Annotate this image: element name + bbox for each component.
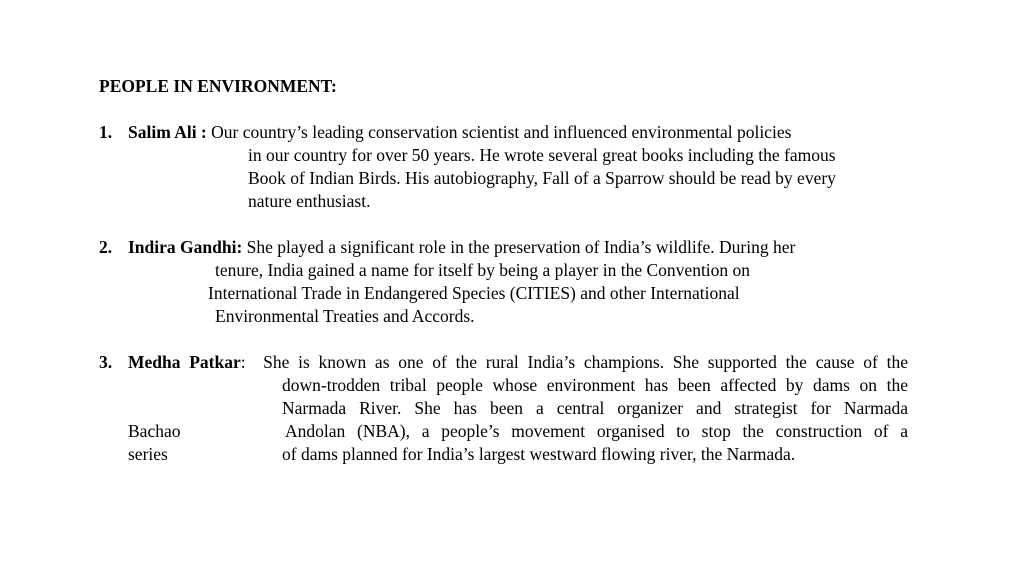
item-2-line-1: She played a significant role in the preservation of India’s wildlife. During her	[246, 237, 796, 257]
item-2-name: Indira Gandhi:	[128, 237, 243, 257]
page-title: PEOPLE IN ENVIRONMENT:	[99, 76, 337, 96]
item-3-left-word-2: series	[128, 444, 168, 464]
item-3-line-4: Andolan (NBA), a people’s movement organised to stop the construction of a	[285, 421, 908, 441]
item-3-number: 3.	[99, 352, 113, 372]
item-2-first-line	[128, 236, 795, 259]
item-1-line-3: Book of Indian Birds. His autobiography, Fall of a Sparrow should be read by every	[248, 168, 836, 188]
item-2-line-2: tenure, India gained a name for itself by being a player in the Convention on	[215, 260, 751, 280]
item-1-name: Salim Ali :	[128, 122, 207, 142]
item-1-first-line	[128, 121, 791, 144]
item-3-line-2: down-trodden tribal people whose environment has been affected by dams on the	[282, 375, 908, 395]
item-2-line-4: Environmental Treaties and Accords.	[215, 306, 475, 326]
item-3-name: Medha Patkar	[128, 352, 241, 372]
item-3-line-1: She is known as one of the rural India’s champions. She supported the cause of the	[263, 352, 908, 372]
item-1-line-2: in our country for over 50 years. He wrote several great books including the famous	[248, 145, 836, 165]
item-3-line-5: of dams planned for India’s largest westward flowing river, the Narmada.	[282, 444, 796, 464]
item-3-left-word-1: Bachao	[128, 421, 181, 441]
item-2-number: 2.	[99, 237, 113, 257]
item-1-line-1: Our country’s leading conservation scientist and influenced environmental policies	[211, 122, 792, 142]
item-3-name-suffix: :	[240, 352, 246, 372]
item-2-line-3: International Trade in Endangered Species (CITIES) and other International	[208, 283, 740, 303]
item-3-line-3: Narmada River. She has been a central organizer and strategist for Narmada	[282, 398, 908, 418]
item-1-line-4: nature enthusiast.	[248, 191, 371, 211]
item-3-first-line	[128, 351, 908, 374]
item-1-number: 1.	[99, 122, 113, 142]
